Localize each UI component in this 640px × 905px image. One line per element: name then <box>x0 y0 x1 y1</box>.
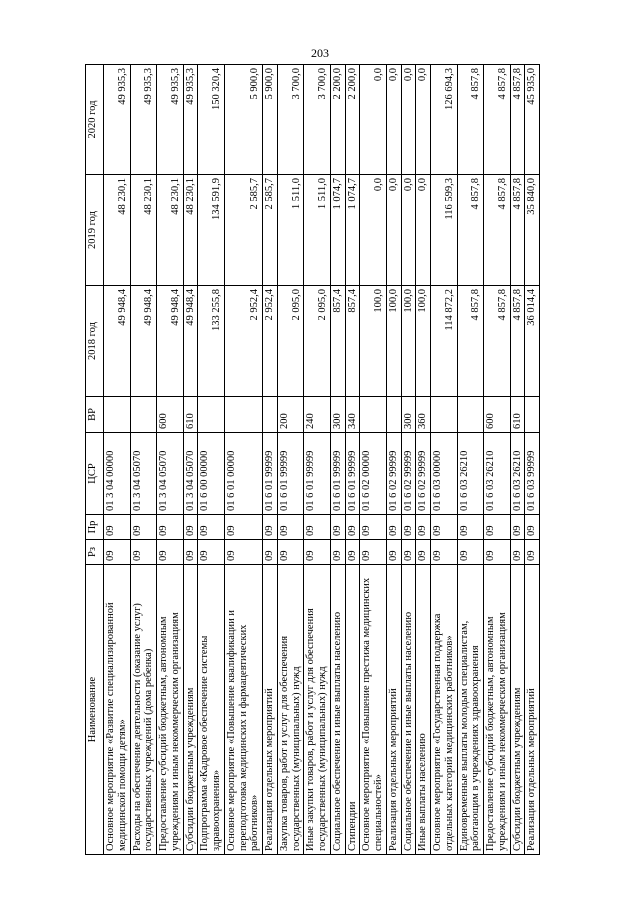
row-vr-cell: 300 <box>330 397 345 433</box>
row-2019-cell: 4 857,8 <box>510 175 525 286</box>
row-2018-cell: 133 255,8 <box>198 286 225 397</box>
row-2018-cell: 49 948,4 <box>130 286 157 397</box>
row-vr-cell: 240 <box>304 397 331 433</box>
table-row <box>416 65 431 855</box>
row-vr-cell <box>386 397 401 433</box>
row-rz-cell: 09 <box>304 540 331 565</box>
row-rz-cell: 09 <box>263 540 278 565</box>
row-2018-cell: 4 857,8 <box>510 286 525 397</box>
row-csr-cell: 01 6 03 26210 <box>457 433 484 515</box>
row-2018-cell: 49 948,4 <box>183 286 198 397</box>
row-name-cell: Стипендии <box>345 565 360 855</box>
row-name-cell: Субсидии бюджетным учреждениям <box>183 565 198 855</box>
row-2018-cell: 114 872,2 <box>431 286 458 397</box>
row-2020-cell: 49 935,3 <box>130 65 157 175</box>
row-2019-cell: 1 074,7 <box>345 175 360 286</box>
row-csr-cell: 01 3 04 05070 <box>183 433 198 515</box>
row-name-cell: Реализация отдельных мероприятий <box>263 565 278 855</box>
row-pr-cell: 09 <box>277 515 304 540</box>
row-2020-cell: 4 857,8 <box>457 65 484 175</box>
row-2020-cell: 0,0 <box>386 65 401 175</box>
row-pr-cell: 09 <box>224 515 262 540</box>
table-row <box>360 65 387 855</box>
row-pr-cell: 09 <box>510 515 525 540</box>
row-2020-cell: 3 700,0 <box>277 65 304 175</box>
row-name-cell: Основное мероприятие «Государственная поддержка отдельных категорий медицинских работников» <box>431 565 458 855</box>
row-2018-cell: 857,4 <box>345 286 360 397</box>
page-number: 203 <box>311 46 329 60</box>
row-2019-cell: 4 857,8 <box>457 175 484 286</box>
row-vr-cell <box>525 397 540 433</box>
row-vr-cell: 340 <box>345 397 360 433</box>
row-vr-cell: 300 <box>401 397 416 433</box>
row-name-cell: Социальное обеспечение и иные выплаты населению <box>401 565 416 855</box>
row-2020-cell: 150 320,4 <box>198 65 225 175</box>
row-rz-cell: 09 <box>130 540 157 565</box>
row-name-cell: Реализация отдельных мероприятий <box>525 565 540 855</box>
table-row <box>401 65 416 855</box>
row-vr-cell: 360 <box>416 397 431 433</box>
row-2020-cell: 4 857,8 <box>484 65 511 175</box>
row-rz-cell: 09 <box>198 540 225 565</box>
row-pr-cell: 09 <box>304 515 331 540</box>
row-2019-cell: 1 511,0 <box>277 175 304 286</box>
row-name-cell: Реализация отдельных мероприятий <box>386 565 401 855</box>
row-vr-cell: 610 <box>510 397 525 433</box>
table-row <box>431 65 458 855</box>
row-rz-cell: 09 <box>330 540 345 565</box>
budget-table-container <box>85 65 595 855</box>
row-rz-cell: 09 <box>360 540 387 565</box>
table-row <box>330 65 345 855</box>
row-vr-cell: 600 <box>484 397 511 433</box>
row-name-cell: Иные выплаты населению <box>416 565 431 855</box>
row-2019-cell: 35 840,0 <box>525 175 540 286</box>
row-2019-cell: 2 585,7 <box>224 175 262 286</box>
row-name-cell: Основное мероприятие «Повышение престижа медицинских специальностей» <box>360 565 387 855</box>
row-pr-cell: 09 <box>484 515 511 540</box>
table-header-row <box>86 65 104 855</box>
row-csr-cell: 01 3 04 05070 <box>157 433 184 515</box>
table-body <box>104 65 540 855</box>
row-pr-cell: 09 <box>360 515 387 540</box>
header-vr: ВР <box>86 397 104 433</box>
table-row <box>277 65 304 855</box>
row-vr-cell: 600 <box>157 397 184 433</box>
row-rz-cell: 09 <box>510 540 525 565</box>
table-row <box>484 65 511 855</box>
row-csr-cell: 01 6 03 26210 <box>484 433 511 515</box>
row-name-cell: Предоставление субсидий бюджетным, автономным учреждениям и иным некоммерческим организациям <box>484 565 511 855</box>
row-name-cell: Иные закупки товаров, работ и услуг для обеспечения государственных (муниципальных) нужд <box>304 565 331 855</box>
row-pr-cell: 09 <box>431 515 458 540</box>
row-name-cell: Основное мероприятие «Повышение квалификации и переподготовка медицинских и фармацевтических работников» <box>224 565 262 855</box>
row-2019-cell: 48 230,1 <box>157 175 184 286</box>
row-vr-cell <box>263 397 278 433</box>
row-name-cell: Субсидии бюджетным учреждениям <box>510 565 525 855</box>
header-csr: ЦСР <box>86 433 104 515</box>
table-row <box>386 65 401 855</box>
table-row <box>198 65 225 855</box>
row-csr-cell: 01 6 03 99999 <box>525 433 540 515</box>
row-rz-cell: 09 <box>416 540 431 565</box>
row-2019-cell: 0,0 <box>401 175 416 286</box>
row-2020-cell: 0,0 <box>401 65 416 175</box>
row-pr-cell: 09 <box>130 515 157 540</box>
row-rz-cell: 09 <box>484 540 511 565</box>
row-vr-cell <box>360 397 387 433</box>
table-row <box>345 65 360 855</box>
row-rz-cell: 09 <box>431 540 458 565</box>
row-rz-cell: 09 <box>104 540 131 565</box>
table-row <box>104 65 131 855</box>
row-rz-cell: 09 <box>525 540 540 565</box>
row-vr-cell <box>130 397 157 433</box>
row-2020-cell: 45 935,0 <box>525 65 540 175</box>
budget-table <box>85 64 540 855</box>
row-csr-cell: 01 6 02 99999 <box>416 433 431 515</box>
row-2020-cell: 2 200,0 <box>345 65 360 175</box>
row-pr-cell: 09 <box>330 515 345 540</box>
row-pr-cell: 09 <box>401 515 416 540</box>
row-csr-cell: 01 6 01 99999 <box>277 433 304 515</box>
row-rz-cell: 09 <box>224 540 262 565</box>
row-2019-cell: 0,0 <box>416 175 431 286</box>
table-row <box>130 65 157 855</box>
table-row <box>525 65 540 855</box>
row-vr-cell: 610 <box>183 397 198 433</box>
header-2018: 2018 год <box>86 286 104 397</box>
row-2020-cell: 5 900,0 <box>224 65 262 175</box>
row-2018-cell: 100,0 <box>386 286 401 397</box>
row-pr-cell: 09 <box>386 515 401 540</box>
table-row <box>224 65 262 855</box>
row-vr-cell <box>224 397 262 433</box>
row-pr-cell: 09 <box>457 515 484 540</box>
header-rz: Рз <box>86 540 104 565</box>
row-2020-cell: 49 935,3 <box>104 65 131 175</box>
table-row <box>183 65 198 855</box>
row-name-cell: Подпрограмма «Кадровое обеспечение системы здравоохранения» <box>198 565 225 855</box>
row-2018-cell: 2 095,0 <box>277 286 304 397</box>
row-2019-cell: 2 585,7 <box>263 175 278 286</box>
row-2019-cell: 1 511,0 <box>304 175 331 286</box>
row-pr-cell: 09 <box>263 515 278 540</box>
row-rz-cell: 09 <box>183 540 198 565</box>
row-2018-cell: 100,0 <box>360 286 387 397</box>
row-csr-cell: 01 6 03 26210 <box>510 433 525 515</box>
row-2020-cell: 2 200,0 <box>330 65 345 175</box>
row-csr-cell: 01 6 01 00000 <box>224 433 262 515</box>
row-2020-cell: 5 900,0 <box>263 65 278 175</box>
row-2018-cell: 49 948,4 <box>157 286 184 397</box>
row-name-cell: Расходы на обеспечение деятельности (оказание услуг) государственных учреждений (дома ребенка) <box>130 565 157 855</box>
row-2020-cell: 0,0 <box>360 65 387 175</box>
row-vr-cell: 200 <box>277 397 304 433</box>
row-2018-cell: 100,0 <box>416 286 431 397</box>
row-2019-cell: 116 599,3 <box>431 175 458 286</box>
row-rz-cell: 09 <box>345 540 360 565</box>
row-csr-cell: 01 6 02 99999 <box>386 433 401 515</box>
row-2018-cell: 2 952,4 <box>263 286 278 397</box>
row-csr-cell: 01 6 00 00000 <box>198 433 225 515</box>
row-2018-cell: 36 014,4 <box>525 286 540 397</box>
row-2018-cell: 2 952,4 <box>224 286 262 397</box>
row-csr-cell: 01 6 01 99999 <box>345 433 360 515</box>
row-2020-cell: 3 700,0 <box>304 65 331 175</box>
header-pr: Пр <box>86 515 104 540</box>
row-rz-cell: 09 <box>386 540 401 565</box>
row-rz-cell: 09 <box>277 540 304 565</box>
row-2019-cell: 48 230,1 <box>183 175 198 286</box>
row-vr-cell <box>104 397 131 433</box>
row-name-cell: Социальное обеспечение и иные выплаты населению <box>330 565 345 855</box>
row-csr-cell: 01 6 02 00000 <box>360 433 387 515</box>
header-2019: 2019 год <box>86 175 104 286</box>
row-csr-cell: 01 3 04 05070 <box>130 433 157 515</box>
row-pr-cell: 09 <box>183 515 198 540</box>
table-row <box>457 65 484 855</box>
row-csr-cell: 01 6 01 99999 <box>263 433 278 515</box>
row-pr-cell: 09 <box>198 515 225 540</box>
row-vr-cell <box>198 397 225 433</box>
row-rz-cell: 09 <box>401 540 416 565</box>
header-name: Наименование <box>86 565 104 855</box>
row-2019-cell: 48 230,1 <box>104 175 131 286</box>
row-name-cell: Предоставление субсидий бюджетным, автономным учреждениям и иным некоммерческим организациям <box>157 565 184 855</box>
row-2020-cell: 4 857,8 <box>510 65 525 175</box>
row-csr-cell: 01 3 04 00000 <box>104 433 131 515</box>
row-2019-cell: 4 857,8 <box>484 175 511 286</box>
row-2019-cell: 0,0 <box>386 175 401 286</box>
row-name-cell: Единовременные выплаты молодым специалистам, работающим в учреждениях здравоохранения <box>457 565 484 855</box>
row-pr-cell: 09 <box>416 515 431 540</box>
row-pr-cell: 09 <box>157 515 184 540</box>
row-pr-cell: 09 <box>104 515 131 540</box>
row-2019-cell: 48 230,1 <box>130 175 157 286</box>
row-2020-cell: 49 935,3 <box>157 65 184 175</box>
table-row <box>263 65 278 855</box>
row-2018-cell: 2 095,0 <box>304 286 331 397</box>
row-csr-cell: 01 6 02 99999 <box>401 433 416 515</box>
row-pr-cell: 09 <box>345 515 360 540</box>
row-rz-cell: 09 <box>457 540 484 565</box>
row-name-cell: Закупка товаров, работ и услуг для обеспечения государственных (муниципальных) нужд <box>277 565 304 855</box>
row-pr-cell: 09 <box>525 515 540 540</box>
row-vr-cell <box>431 397 458 433</box>
row-csr-cell: 01 6 01 99999 <box>330 433 345 515</box>
row-2018-cell: 49 948,4 <box>104 286 131 397</box>
table-row <box>510 65 525 855</box>
row-csr-cell: 01 6 01 99999 <box>304 433 331 515</box>
row-2018-cell: 857,4 <box>330 286 345 397</box>
row-name-cell: Основное мероприятие «Развитие специализированной медицинской помощи детям» <box>104 565 131 855</box>
row-2018-cell: 100,0 <box>401 286 416 397</box>
row-2018-cell: 4 857,8 <box>484 286 511 397</box>
row-2020-cell: 49 935,3 <box>183 65 198 175</box>
row-rz-cell: 09 <box>157 540 184 565</box>
row-2020-cell: 0,0 <box>416 65 431 175</box>
table-row <box>157 65 184 855</box>
table-row <box>304 65 331 855</box>
row-2018-cell: 4 857,8 <box>457 286 484 397</box>
header-2020: 2020 год <box>86 65 104 175</box>
row-2020-cell: 126 694,3 <box>431 65 458 175</box>
row-vr-cell <box>457 397 484 433</box>
row-2019-cell: 1 074,7 <box>330 175 345 286</box>
row-csr-cell: 01 6 03 00000 <box>431 433 458 515</box>
row-2019-cell: 134 591,9 <box>198 175 225 286</box>
row-2019-cell: 0,0 <box>360 175 387 286</box>
